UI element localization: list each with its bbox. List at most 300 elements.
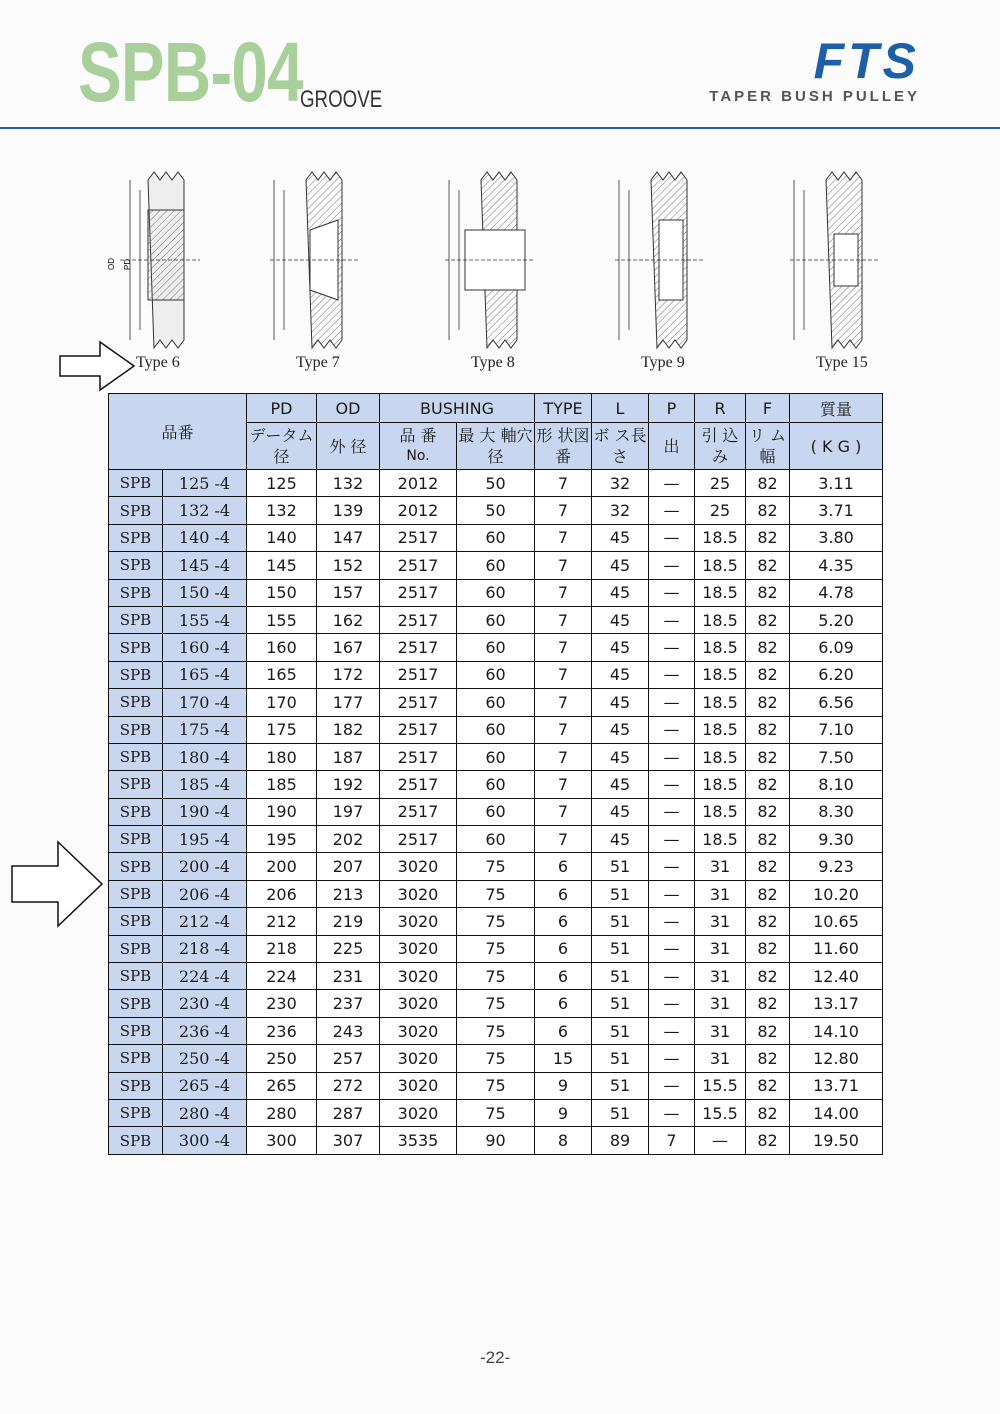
table-cell: — [649, 798, 695, 825]
table-cell: 2517 [380, 606, 457, 633]
table-cell: 7 [535, 743, 592, 770]
table-cell: 13.17 [790, 990, 883, 1017]
table-cell: 10.65 [790, 908, 883, 935]
table-cell: SPB [109, 689, 163, 716]
table-cell: 31 [695, 935, 746, 962]
table-cell: 45 [592, 661, 649, 688]
table-cell: 6 [535, 963, 592, 990]
table-cell: 51 [592, 1099, 649, 1126]
table-cell: 3020 [380, 1072, 457, 1099]
table-cell: — [649, 771, 695, 798]
table-cell: 2517 [380, 524, 457, 551]
table-cell: 265 [247, 1072, 317, 1099]
table-cell: 7 [535, 716, 592, 743]
table-cell: 82 [746, 1127, 790, 1154]
table-cell: 82 [746, 880, 790, 907]
header-weight: 質量 [790, 394, 883, 423]
table-row [109, 606, 883, 633]
subheader-pd: データム 径 [247, 423, 317, 470]
table-cell: 31 [695, 880, 746, 907]
table-cell: 10.20 [790, 880, 883, 907]
table-cell: 18.5 [695, 552, 746, 579]
table-cell: 75 [457, 1045, 535, 1072]
table-cell: 51 [592, 1045, 649, 1072]
table-cell: 185 -4 [163, 771, 247, 798]
table-cell: 75 [457, 935, 535, 962]
table-cell: — [649, 716, 695, 743]
table-cell: SPB [109, 880, 163, 907]
table-cell: 31 [695, 963, 746, 990]
table-cell: 272 [317, 1072, 380, 1099]
table-cell: 60 [457, 552, 535, 579]
table-row [109, 990, 883, 1017]
table-cell: 195 -4 [163, 826, 247, 853]
table-cell: 31 [695, 990, 746, 1017]
table-cell: 152 [317, 552, 380, 579]
table-cell: 31 [695, 908, 746, 935]
table-row [109, 1045, 883, 1072]
table-cell: 132 [317, 470, 380, 497]
table-cell: — [649, 1099, 695, 1126]
table-cell: 3020 [380, 908, 457, 935]
table-cell: 155 -4 [163, 606, 247, 633]
page-title: SPB-04 [78, 25, 303, 119]
table-cell: 75 [457, 908, 535, 935]
table-cell: SPB [109, 579, 163, 606]
table-cell: 2517 [380, 689, 457, 716]
table-cell: 82 [746, 963, 790, 990]
table-cell: 75 [457, 990, 535, 1017]
table-row [109, 524, 883, 551]
brand-subtitle: TAPER BUSH PULLEY [709, 88, 920, 105]
table-cell: SPB [109, 606, 163, 633]
table-cell: 3020 [380, 990, 457, 1017]
table-cell: 60 [457, 798, 535, 825]
table-cell: SPB [109, 908, 163, 935]
table-cell: 224 [247, 963, 317, 990]
table-cell: 6 [535, 990, 592, 1017]
table-cell: SPB [109, 634, 163, 661]
table-cell: 218 [247, 935, 317, 962]
table-cell: 132 [247, 497, 317, 524]
table-cell: — [649, 606, 695, 633]
table-row [109, 470, 883, 497]
table-cell: 50 [457, 497, 535, 524]
table-cell: 18.5 [695, 661, 746, 688]
table-cell: — [649, 579, 695, 606]
header-pd: PD [247, 394, 317, 423]
table-row [109, 716, 883, 743]
table-cell: 45 [592, 579, 649, 606]
table-cell: 82 [746, 853, 790, 880]
table-row [109, 826, 883, 853]
table-cell: 7 [535, 497, 592, 524]
table-row [109, 853, 883, 880]
table-cell: 145 -4 [163, 552, 247, 579]
table-cell: 150 [247, 579, 317, 606]
table-row [109, 771, 883, 798]
table-row [109, 1127, 883, 1154]
table-cell: 12.80 [790, 1045, 883, 1072]
table-cell: 182 [317, 716, 380, 743]
table-cell: 18.5 [695, 689, 746, 716]
table-cell: 60 [457, 579, 535, 606]
table-cell: 147 [317, 524, 380, 551]
table-cell: SPB [109, 935, 163, 962]
table-cell: 213 [317, 880, 380, 907]
table-cell: 165 [247, 661, 317, 688]
table-cell: 3020 [380, 1017, 457, 1044]
table-cell: 51 [592, 963, 649, 990]
table-row [109, 497, 883, 524]
table-cell: 45 [592, 716, 649, 743]
table-cell: 45 [592, 606, 649, 633]
table-cell: 51 [592, 880, 649, 907]
table-cell: 187 [317, 743, 380, 770]
table-cell: 150 -4 [163, 579, 247, 606]
table-cell: 7 [535, 661, 592, 688]
table-row [109, 798, 883, 825]
table-cell: SPB [109, 853, 163, 880]
table-row [109, 743, 883, 770]
header-part-no: 品番 [109, 394, 247, 470]
table-cell: 8.30 [790, 798, 883, 825]
table-cell: 75 [457, 1072, 535, 1099]
table-cell: 51 [592, 1017, 649, 1044]
table-cell: — [649, 552, 695, 579]
table-cell: 6 [535, 935, 592, 962]
table-cell: — [649, 1017, 695, 1044]
table-cell: 3020 [380, 1099, 457, 1126]
table-cell: 75 [457, 963, 535, 990]
table-cell: 157 [317, 579, 380, 606]
table-cell: 7 [535, 634, 592, 661]
table-cell: 3.80 [790, 524, 883, 551]
table-cell: 2517 [380, 552, 457, 579]
table-cell: 2517 [380, 661, 457, 688]
table-cell: 50 [457, 470, 535, 497]
table-cell: 6.56 [790, 689, 883, 716]
table-cell: 31 [695, 1045, 746, 1072]
table-cell: SPB [109, 1072, 163, 1099]
table-cell: 82 [746, 771, 790, 798]
table-cell: 3.71 [790, 497, 883, 524]
header-f: F [746, 394, 790, 423]
subheader-od: 外 径 [317, 423, 380, 470]
table-cell: 32 [592, 497, 649, 524]
table-cell: 82 [746, 935, 790, 962]
table-cell: 3020 [380, 1045, 457, 1072]
pulley-type-6-drawing [100, 150, 210, 350]
table-cell: 2012 [380, 470, 457, 497]
table-cell: 82 [746, 990, 790, 1017]
diagram-label: Type 8 [471, 354, 515, 371]
table-cell: 89 [592, 1127, 649, 1154]
table-cell: 125 [247, 470, 317, 497]
table-cell: 225 [317, 935, 380, 962]
table-cell: — [649, 634, 695, 661]
table-cell: 75 [457, 880, 535, 907]
table-cell: 162 [317, 606, 380, 633]
table-cell: 139 [317, 497, 380, 524]
subheader-l: ボ ス長 さ [592, 423, 649, 470]
table-cell: 12.40 [790, 963, 883, 990]
table-cell: 3020 [380, 880, 457, 907]
table-cell: SPB [109, 798, 163, 825]
table-cell: 45 [592, 798, 649, 825]
table-cell: 7 [535, 798, 592, 825]
table-cell: 6 [535, 1017, 592, 1044]
table-cell: 3020 [380, 935, 457, 962]
table-cell: 200 [247, 853, 317, 880]
table-cell: 82 [746, 1017, 790, 1044]
table-cell: 218 -4 [163, 935, 247, 962]
table-row [109, 552, 883, 579]
table-cell: 140 [247, 524, 317, 551]
table-cell: SPB [109, 1127, 163, 1154]
header-r: R [695, 394, 746, 423]
table-cell: 2517 [380, 743, 457, 770]
table-cell: 9.30 [790, 826, 883, 853]
table-cell: 192 [317, 771, 380, 798]
table-cell: 31 [695, 1017, 746, 1044]
table-cell: 19.50 [790, 1127, 883, 1154]
table-cell: 45 [592, 524, 649, 551]
table-cell: — [695, 1127, 746, 1154]
table-cell: 200 -4 [163, 853, 247, 880]
table-cell: 2517 [380, 826, 457, 853]
arrow-right-icon [10, 840, 106, 930]
table-cell: SPB [109, 1017, 163, 1044]
table-cell: 165 -4 [163, 661, 247, 688]
table-cell: — [649, 990, 695, 1017]
table-cell: SPB [109, 470, 163, 497]
table-cell: 18.5 [695, 716, 746, 743]
pulley-diagrams [100, 150, 900, 380]
table-cell: 60 [457, 634, 535, 661]
table-cell: SPB [109, 1045, 163, 1072]
table-cell: 11.60 [790, 935, 883, 962]
table-cell: 160 [247, 634, 317, 661]
header-type: TYPE [535, 394, 592, 423]
table-cell: — [649, 689, 695, 716]
arrow-right-icon [58, 340, 138, 392]
table-row [109, 908, 883, 935]
table-cell: 60 [457, 826, 535, 853]
table-cell: 212 [247, 908, 317, 935]
table-cell: 155 [247, 606, 317, 633]
table-cell: 6 [535, 853, 592, 880]
table-cell: 219 [317, 908, 380, 935]
table-cell: 212 -4 [163, 908, 247, 935]
svg-text:PD: PD [123, 258, 132, 270]
header-p: P [649, 394, 695, 423]
table-cell: 2517 [380, 716, 457, 743]
table-cell: 60 [457, 771, 535, 798]
table-cell: 7 [649, 1127, 695, 1154]
table-cell: — [649, 1045, 695, 1072]
table-cell: 82 [746, 743, 790, 770]
table-cell: 2517 [380, 579, 457, 606]
table-row [109, 1017, 883, 1044]
table-cell: 7 [535, 552, 592, 579]
table-cell: — [649, 1072, 695, 1099]
table-cell: 82 [746, 1072, 790, 1099]
table-cell: 7 [535, 771, 592, 798]
table-cell: 230 [247, 990, 317, 1017]
table-cell: 230 -4 [163, 990, 247, 1017]
table-cell: SPB [109, 524, 163, 551]
table-cell: 14.10 [790, 1017, 883, 1044]
table-cell: 6.20 [790, 661, 883, 688]
table-row [109, 1099, 883, 1126]
title-suffix: GROOVE [300, 86, 383, 113]
table-cell: 243 [317, 1017, 380, 1044]
table-cell: 18.5 [695, 798, 746, 825]
table-cell: 31 [695, 853, 746, 880]
table-cell: 82 [746, 716, 790, 743]
table-cell: 82 [746, 908, 790, 935]
table-cell: 45 [592, 771, 649, 798]
header-rule [0, 127, 1000, 129]
table-cell: 280 [247, 1099, 317, 1126]
table-cell: 257 [317, 1045, 380, 1072]
table-cell: SPB [109, 990, 163, 1017]
table-cell: — [649, 661, 695, 688]
pulley-type-15-drawing [780, 150, 890, 350]
table-cell: 6.09 [790, 634, 883, 661]
table-row [109, 689, 883, 716]
table-cell: 25 [695, 497, 746, 524]
table-cell: 82 [746, 798, 790, 825]
brand-logo: FTS [813, 33, 920, 89]
table-cell: 75 [457, 1017, 535, 1044]
table-cell: 45 [592, 826, 649, 853]
table-cell: — [649, 470, 695, 497]
table-cell: 13.71 [790, 1072, 883, 1099]
table-cell: 197 [317, 798, 380, 825]
table-cell: SPB [109, 826, 163, 853]
table-cell: 224 -4 [163, 963, 247, 990]
table-cell: 6 [535, 908, 592, 935]
table-cell: 7 [535, 689, 592, 716]
table-cell: 82 [746, 524, 790, 551]
table-cell: 82 [746, 497, 790, 524]
table-cell: 175 -4 [163, 716, 247, 743]
table-cell: 3020 [380, 963, 457, 990]
table-cell: 60 [457, 689, 535, 716]
table-cell: 145 [247, 552, 317, 579]
header-od: OD [317, 394, 380, 423]
table-cell: 3.11 [790, 470, 883, 497]
table-cell: 7 [535, 470, 592, 497]
table-cell: 202 [317, 826, 380, 853]
table-row [109, 880, 883, 907]
table-cell: — [649, 826, 695, 853]
table-cell: — [649, 935, 695, 962]
table-cell: 237 [317, 990, 380, 1017]
table-cell: 82 [746, 470, 790, 497]
diagram-type-7 [260, 150, 390, 380]
table-cell: 177 [317, 689, 380, 716]
table-cell: 51 [592, 853, 649, 880]
table-cell: 45 [592, 634, 649, 661]
table-cell: 190 -4 [163, 798, 247, 825]
table-cell: 25 [695, 470, 746, 497]
table-cell: 180 [247, 743, 317, 770]
table-cell: 51 [592, 1072, 649, 1099]
table-cell: 82 [746, 579, 790, 606]
diagram-label: Type 9 [641, 354, 685, 371]
table-cell: 18.5 [695, 524, 746, 551]
table-cell: — [649, 963, 695, 990]
table-cell: 175 [247, 716, 317, 743]
subheader-bushing-no [380, 423, 457, 470]
table-cell: 82 [746, 606, 790, 633]
pulley-type-7-drawing [260, 150, 370, 350]
table-cell: 2517 [380, 798, 457, 825]
page-number: -22- [480, 1348, 511, 1367]
subheader-f: リ ム幅 [746, 423, 790, 470]
table-cell: 51 [592, 908, 649, 935]
subheader-type: 形 状図 番 [535, 423, 592, 470]
table-cell: 4.78 [790, 579, 883, 606]
subheader-p: 出 [649, 423, 695, 470]
pulley-type-9-drawing [605, 150, 715, 350]
table-cell: 18.5 [695, 743, 746, 770]
spec-table [108, 393, 883, 1155]
table-cell: 18.5 [695, 634, 746, 661]
table-cell: 170 [247, 689, 317, 716]
table-cell: 60 [457, 524, 535, 551]
table-cell: 7 [535, 524, 592, 551]
table-cell: 190 [247, 798, 317, 825]
table-cell: 7.50 [790, 743, 883, 770]
table-cell: SPB [109, 497, 163, 524]
header-bushing: BUSHING [380, 394, 535, 423]
table-cell: SPB [109, 743, 163, 770]
table-row [109, 935, 883, 962]
table-cell: SPB [109, 771, 163, 798]
table-cell: 207 [317, 853, 380, 880]
table-cell: 75 [457, 853, 535, 880]
table-cell: 60 [457, 743, 535, 770]
table-cell: 206 -4 [163, 880, 247, 907]
table-cell: 5.20 [790, 606, 883, 633]
table-cell: 14.00 [790, 1099, 883, 1126]
subheader-r: 引 込み [695, 423, 746, 470]
table-cell: 231 [317, 963, 380, 990]
table-cell: — [649, 524, 695, 551]
table-cell: SPB [109, 661, 163, 688]
table-cell: 45 [592, 689, 649, 716]
table-cell: 3535 [380, 1127, 457, 1154]
table-cell: 8.10 [790, 771, 883, 798]
table-cell: 2012 [380, 497, 457, 524]
table-cell: 206 [247, 880, 317, 907]
table-cell: 7 [535, 579, 592, 606]
table-cell: 45 [592, 552, 649, 579]
table-cell: 60 [457, 661, 535, 688]
table-row [109, 1072, 883, 1099]
table-cell: 9.23 [790, 853, 883, 880]
table-cell: 2517 [380, 771, 457, 798]
table-cell: 51 [592, 935, 649, 962]
table-cell: 195 [247, 826, 317, 853]
table-cell: 300 -4 [163, 1127, 247, 1154]
table-cell: 250 [247, 1045, 317, 1072]
subheader-bore: 最 大 軸穴 径 [457, 423, 535, 470]
